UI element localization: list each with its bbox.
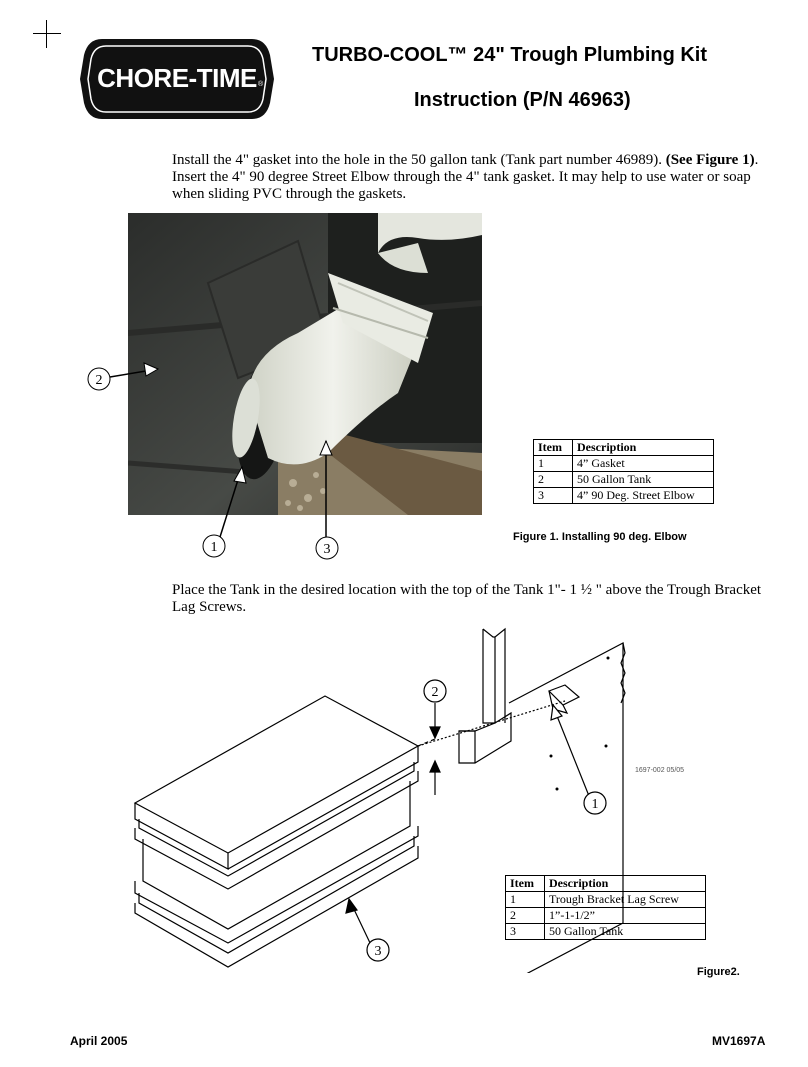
page-subtitle: Instruction (P/N 46963): [414, 89, 631, 111]
table-cell: 50 Gallon Tank: [573, 472, 714, 488]
column-header-description: Description: [545, 876, 706, 892]
callout-2-arrowhead: [144, 363, 158, 376]
registered-mark: ®: [258, 81, 264, 88]
post-top: [483, 629, 495, 637]
trough-bracket-edge: [459, 731, 475, 763]
callout-1-label: 1: [210, 540, 218, 555]
table-cell: 4” Gasket: [573, 456, 714, 472]
callout-3-arrowhead: [346, 899, 357, 913]
instruction-paragraph-1: [172, 152, 782, 203]
figure-reference: (See Figure 1): [665, 152, 755, 168]
tank-rib-2: [135, 771, 418, 889]
dimension-arrowhead-down: [430, 727, 440, 738]
tank-rib-4: [139, 836, 414, 953]
instruction-text-a: Install the 4" gasket into the hole in the 50 gallon tank (Tank part number 46989).: [172, 152, 666, 168]
table-cell: Trough Bracket Lag Screw: [545, 892, 706, 908]
dotted-reference-line: [418, 701, 565, 746]
chore-time-logo: [80, 37, 274, 121]
table-cell: 3: [506, 924, 545, 940]
figure1-callouts: [80, 355, 380, 570]
table-cell: 2: [534, 472, 573, 488]
page-title: TURBO-COOL™ 24" Trough Plumbing Kit: [312, 44, 708, 66]
post-left: [483, 629, 505, 723]
tank-body: [143, 781, 410, 929]
table-cell: 1: [534, 456, 573, 472]
logo-text: CHORE-TIME: [97, 63, 257, 93]
table-cell: 1: [506, 892, 545, 908]
callout-1-leader: [555, 711, 591, 801]
callout-1-label: 1: [591, 797, 599, 812]
table-header-row: [506, 876, 706, 892]
instruction-paragraph-2: Place the Tank in the desired location with the top of the Tank 1"- 1 ½ " above the Trough Bracket Lag Screws.: [172, 582, 762, 615]
figure1-caption: Figure 1. Installing 90 deg. Elbow: [513, 531, 687, 543]
tank-top-face: [135, 696, 418, 853]
lag-screw-head: [549, 685, 579, 705]
table-header-row: [534, 440, 714, 456]
footer-doc-number: MV1697A: [712, 1034, 766, 1048]
instruction-text-b: . Insert the 4" 90 degree Street Elbow through the 4" tank gasket. It may help to use water or soap when sliding PVC through the gaskets.: [172, 152, 759, 202]
callout-1-arrowhead: [234, 467, 246, 483]
footer-date: April 2005: [70, 1034, 128, 1048]
crop-mark: [33, 20, 61, 48]
callout-3-label: 3: [374, 944, 382, 959]
callout-2-label: 2: [95, 373, 103, 388]
column-header-description: Description: [573, 440, 714, 456]
dimension-arrowhead-up: [430, 761, 440, 772]
figure2-caption: Figure2.: [697, 966, 740, 978]
table-cell: 4” 90 Deg. Street Elbow: [573, 488, 714, 504]
drawing-code: 1697-002 05/05: [635, 767, 685, 774]
table-row: [506, 908, 706, 924]
tank-rib-1: [139, 762, 414, 876]
table-cell: 2: [506, 908, 545, 924]
tank-top-right-side: [228, 746, 418, 869]
table-row: [534, 456, 714, 472]
callout-3-arrowhead: [320, 441, 332, 455]
figure2-parts-table: [505, 875, 706, 940]
callout-1-arrowhead: [551, 705, 562, 720]
column-header-item: Item: [534, 440, 573, 456]
table-cell: 1”-1-1/2”: [545, 908, 706, 924]
tank-top-left-side: [135, 803, 228, 869]
table-row: [506, 892, 706, 908]
table-row: [534, 488, 714, 504]
dimension-extension-line: [418, 739, 435, 746]
callout-3-label: 3: [323, 542, 331, 557]
table-cell: 3: [534, 488, 573, 504]
table-row: [534, 472, 714, 488]
table-cell: 50 Gallon Tank: [545, 924, 706, 940]
table-row: [506, 924, 706, 940]
figure1-parts-table: [533, 439, 714, 504]
column-header-item: Item: [506, 876, 545, 892]
callout-2-label: 2: [431, 685, 439, 700]
